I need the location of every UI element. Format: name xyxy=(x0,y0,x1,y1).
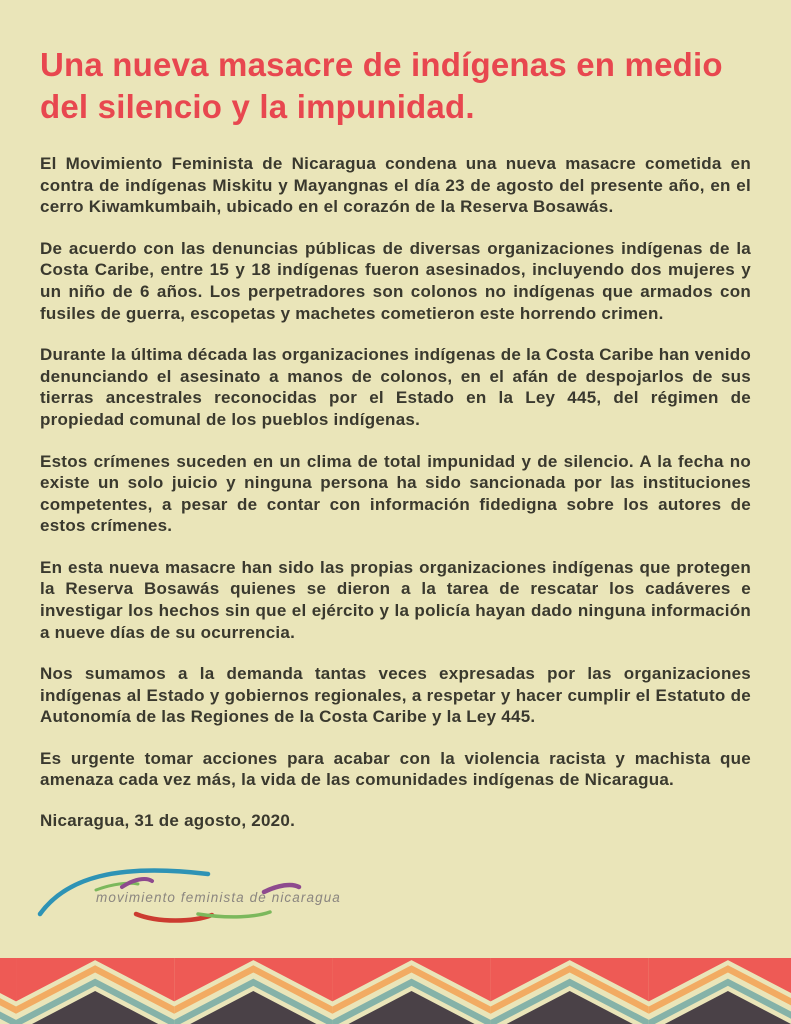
paragraph-5: En esta nueva masacre han sido las propias organizaciones indígenas que protegen la Reserva Bosawás quienes se dieron a la tarea de rescatar los cadáveres e investigar los hechos sin que el ejército y la policía hayan dado ninguna información a nueve días de su ocurrencia. xyxy=(40,557,751,642)
page-title: Una nueva masacre de indígenas en medio del silencio y la impunidad. xyxy=(40,46,723,125)
paragraph-3: Durante la última década las organizaciones indígenas de la Costa Caribe han venido denunciando el asesinato a manos de colonos, en el afán de despojarlos de sus tierras ancestrales reconocidas por el Estado en la Ley 445, del régimen de propiedad comunal de los pueblos indígenas. xyxy=(40,345,751,429)
logo-text: movimiento feminista de nicaragua xyxy=(96,890,341,905)
org-logo xyxy=(36,858,356,938)
paragraph-7: Es urgente tomar acciones para acabar con la violencia racista y machista que amenaza cada vez más, la vida de las comunidades indígenas de Nicaragua. xyxy=(40,748,751,790)
zigzag-pattern-icon xyxy=(0,958,791,1024)
zigzag-border xyxy=(0,958,791,1024)
paragraph-4: Estos crímenes suceden en un clima de total impunidad y de silencio. A la fecha no existe un solo juicio y ninguna persona ha sido sancionada por las instituciones competentes, a pesar de contar con información fidedigna sobre los autores de estos crímenes. xyxy=(40,451,751,536)
paragraph-6: Nos sumamos a la demanda tantas veces expresadas por las organizaciones indígenas al Estado y gobiernos regionales, a respetar y hacer cumplir el Estatuto de Autonomía de las Regiones de la Costa Caribe y la Ley 445. xyxy=(40,664,751,727)
paragraph-2: De acuerdo con las denuncias públicas de diversas organizaciones indígenas de la Costa Caribe, entre 15 y 18 indígenas fueron asesinados, incluyendo dos mujeres y un niño de 6 años. Los perpetradores son colonos no indígenas que armados con fusiles de guerra, escopetas y machetes cometieron este horrendo crimen. xyxy=(40,238,751,323)
paragraph-1: El Movimiento Feminista de Nicaragua condena una nueva masacre cometida en contra de indígenas Miskitu y Mayangnas el día 23 de agosto del presente año, en el cerro Kiwamkumbaih, ubicado en el corazón de la Reserva Bosawás. xyxy=(40,154,751,217)
date-line: Nicaragua, 31 de agosto, 2020. xyxy=(40,811,296,831)
